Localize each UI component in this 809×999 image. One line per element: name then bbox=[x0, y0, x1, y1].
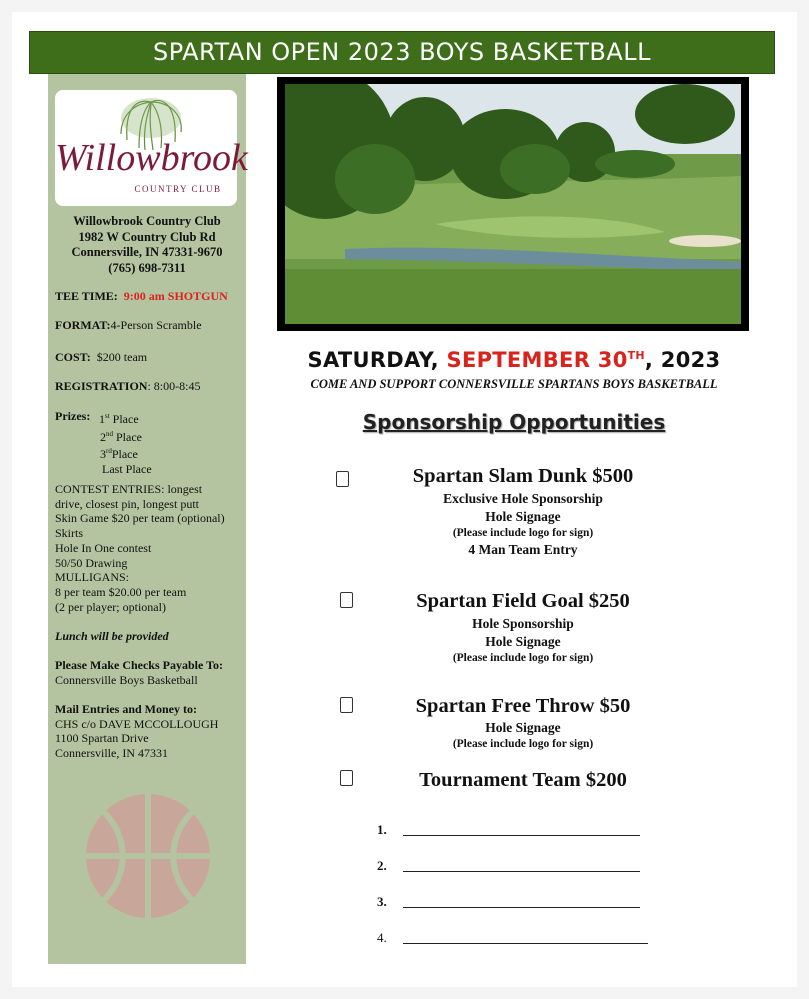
tournament-team-checkbox[interactable] bbox=[340, 770, 353, 786]
date-ordinal: TH bbox=[627, 349, 645, 362]
registration bbox=[55, 379, 200, 394]
date-weekday: SATURDAY, bbox=[307, 348, 447, 372]
venue-phone: (765) 698-7311 bbox=[108, 260, 186, 275]
tier-note: (Please include logo for sign) bbox=[452, 738, 594, 750]
tier-line: Hole Signage bbox=[485, 634, 561, 649]
event-title-banner: SPARTAN OPEN 2023 BOYS BASKETBALL bbox=[29, 31, 775, 74]
team-slot-number: 1. bbox=[377, 822, 387, 837]
venue-city: Connersville, IN 47331-9670 bbox=[71, 245, 223, 259]
cost-value: $200 team bbox=[96, 350, 148, 364]
tier-line: Hole Signage bbox=[485, 509, 561, 524]
contest-line: 8 per team $20.00 per team bbox=[55, 584, 187, 599]
checks-value: Connersville Boys Basketball bbox=[55, 672, 198, 687]
tier-extra: 4 Man Team Entry bbox=[468, 542, 578, 557]
contest-line: CONTEST ENTRIES: longest bbox=[55, 482, 203, 496]
contest-line: drive, closest pin, longest putt bbox=[55, 496, 199, 511]
venue-address: 1982 W Country Club Rd bbox=[78, 229, 216, 244]
prize-item: 2nd Place bbox=[100, 429, 142, 444]
tee-time-label: TEE TIME: bbox=[55, 289, 118, 303]
event-date bbox=[276, 348, 752, 372]
mail-line: CHS c/o DAVE MCCOLLOUGH bbox=[55, 716, 219, 731]
tier-tournament-team-title: Tournament Team $200 bbox=[419, 769, 627, 791]
mail-entries bbox=[55, 702, 218, 761]
tier-line: Hole Sponsorship bbox=[472, 616, 574, 631]
prizes-label: Prizes: bbox=[55, 409, 91, 423]
venue-info bbox=[48, 214, 246, 276]
willowbrook-logo bbox=[55, 90, 248, 206]
date-year: , 2023 bbox=[644, 348, 721, 372]
tier-free-throw-title: Spartan Free Throw $50 bbox=[415, 695, 631, 717]
tee-time-value: 9:00 am SHOTGUN bbox=[123, 289, 228, 303]
contest-line: Skirts bbox=[55, 526, 84, 541]
date-month-day: SEPTEMBER 30 bbox=[446, 348, 628, 372]
checks-payable bbox=[55, 658, 223, 687]
tier-slam-dunk-title: Spartan Slam Dunk $500 bbox=[412, 465, 634, 487]
prize-item: Last Place bbox=[102, 462, 152, 477]
prize-list bbox=[99, 409, 152, 477]
field-goal-checkbox[interactable] bbox=[340, 592, 353, 608]
contest-line: Hole In One contest bbox=[55, 540, 152, 555]
contest-line: Skin Game $20 per team (optional) bbox=[55, 511, 225, 526]
contest-line: 50/50 Drawing bbox=[55, 555, 128, 570]
basketball-icon bbox=[84, 792, 212, 920]
sponsorship-heading: Sponsorship Opportunities bbox=[362, 410, 666, 434]
checks-label: Please Make Checks Payable To: bbox=[55, 658, 223, 672]
tier-line: Exclusive Hole Sponsorship bbox=[443, 491, 603, 506]
contest-line: MULLIGANS: bbox=[55, 570, 129, 585]
logo-wordmark: Willowbrook bbox=[55, 137, 248, 179]
registration-value: : 8:00-8:45 bbox=[147, 379, 201, 393]
logo-subtitle: COUNTRY CLUB bbox=[134, 184, 222, 194]
format-label: FORMAT: bbox=[55, 318, 111, 332]
mail-line: 1100 Spartan Drive bbox=[55, 731, 149, 746]
free-throw-checkbox[interactable] bbox=[340, 697, 353, 713]
prizes bbox=[55, 409, 90, 424]
team-slot-line[interactable] bbox=[403, 907, 640, 908]
registration-label: REGISTRATION bbox=[55, 379, 148, 393]
contest-line: (2 per player; optional) bbox=[55, 599, 166, 614]
team-slot-number: 2. bbox=[377, 858, 387, 873]
golf-course-photo bbox=[277, 77, 749, 331]
tee-time bbox=[55, 289, 228, 304]
team-slot-number: 3. bbox=[377, 894, 387, 909]
lunch-note: Lunch will be provided bbox=[55, 629, 169, 643]
team-slot-number: 4. bbox=[377, 930, 387, 945]
team-slot-line[interactable] bbox=[403, 835, 640, 836]
contest-entries bbox=[55, 482, 225, 614]
cost bbox=[55, 350, 147, 365]
slam-dunk-checkbox[interactable] bbox=[336, 471, 349, 487]
team-slot-line[interactable] bbox=[403, 871, 640, 872]
format-value: 4-Person Scramble bbox=[110, 318, 202, 332]
tier-note: (Please include logo for sign) bbox=[452, 652, 594, 664]
tier-line: Hole Signage bbox=[485, 720, 561, 735]
prize-item: 3rdPlace bbox=[100, 447, 138, 462]
support-tagline: COME AND SUPPORT CONNERSVILLE SPARTANS BOYS BASKETBALL bbox=[310, 377, 718, 391]
mail-label: Mail Entries and Money to: bbox=[55, 702, 197, 716]
mail-line: Connersville, IN 47331 bbox=[55, 746, 168, 761]
tier-note: (Please include logo for sign) bbox=[452, 527, 594, 539]
cost-label: COST: bbox=[55, 350, 91, 364]
prize-item: 1st Place bbox=[99, 412, 139, 426]
format bbox=[55, 318, 202, 333]
team-slot-line[interactable] bbox=[403, 943, 648, 944]
tier-field-goal-title: Spartan Field Goal $250 bbox=[416, 590, 630, 612]
venue-name: Willowbrook Country Club bbox=[73, 214, 221, 228]
golf-course-image bbox=[285, 84, 741, 324]
